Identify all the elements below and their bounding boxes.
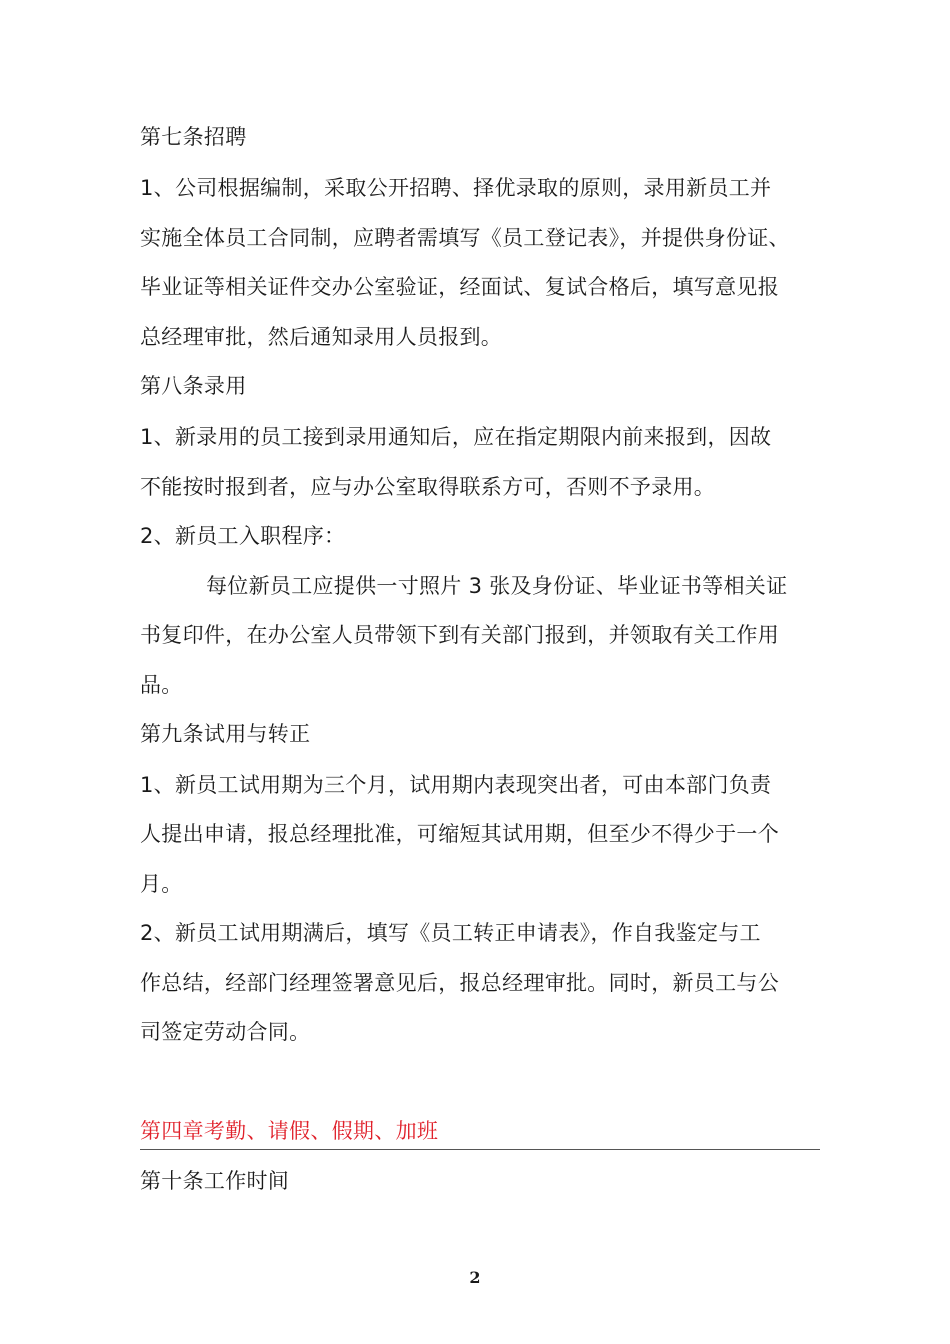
paragraph-line: 毕业证等相关证件交办公室验证，经面试、复试合格后，填写意见报 <box>140 275 779 299</box>
paragraph-line: 总经理审批，然后通知录用人员报到。 <box>140 325 503 349</box>
paragraph-line: 1、新员工试用期为三个月，试用期内表现突出者，可由本部门负责 <box>140 773 772 797</box>
paragraph-line: 作总结，经部门经理签署意见后，报总经理审批。同时，新员工与公 <box>140 971 779 995</box>
article-8-heading: 第八条录用 <box>140 374 247 398</box>
chapter-divider <box>140 1149 820 1150</box>
paragraph-line: 2、新员工入职程序： <box>140 524 346 548</box>
paragraph-line: 实施全体员工合同制，应聘者需填写《员工登记表》，并提供身份证、 <box>140 226 790 250</box>
article-7-heading: 第七条招聘 <box>140 125 247 149</box>
chapter-4-heading: 第四章考勤、请假、假期、加班 <box>140 1119 439 1143</box>
article-10-heading: 第十条工作时间 <box>140 1169 290 1193</box>
paragraph-line: 1、新录用的员工接到录用通知后，应在指定期限内前来报到，因故 <box>140 425 772 449</box>
paragraph-line: 1、公司根据编制，采取公开招聘、择优录取的原则，录用新员工并 <box>140 176 772 200</box>
paragraph-line-indented: 每位新员工应提供一寸照片 3 张及身份证、毕业证书等相关证 <box>206 574 788 598</box>
article-9-heading: 第九条试用与转正 <box>140 722 311 746</box>
paragraph-line: 司签定劳动合同。 <box>140 1020 311 1044</box>
paragraph-line: 月。 <box>140 872 183 896</box>
page-number: 2 <box>469 1268 481 1287</box>
paragraph-line: 人提出申请，报总经理批准，可缩短其试用期，但至少不得少于一个 <box>140 822 779 846</box>
paragraph-line: 品。 <box>140 673 183 697</box>
paragraph-line: 不能按时报到者，应与办公室取得联系方可，否则不予录用。 <box>140 475 716 499</box>
paragraph-line: 2、新员工试用期满后，填写《员工转正申请表》，作自我鉴定与工 <box>140 921 761 945</box>
paragraph-line: 书复印件，在办公室人员带领下到有关部门报到，并领取有关工作用 <box>140 623 779 647</box>
